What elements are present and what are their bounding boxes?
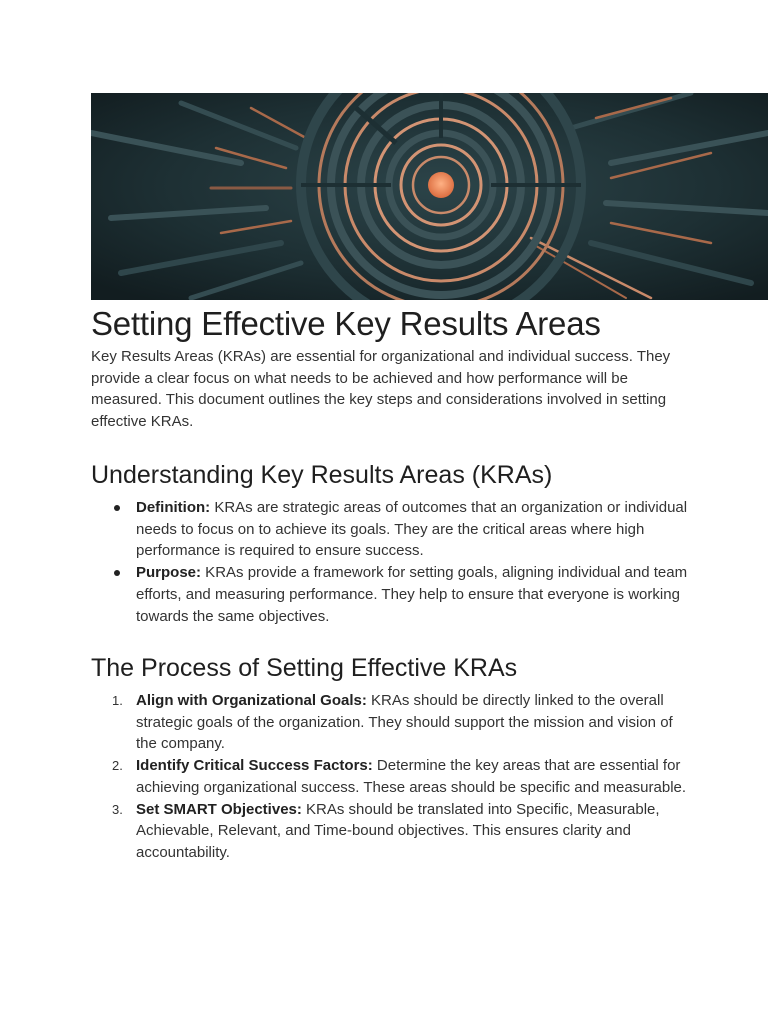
process-list — [91, 690, 691, 864]
list-item-term: Identify Critical Success Factors: — [136, 757, 373, 775]
list-item-term: Align with Organizational Goals: — [136, 692, 367, 709]
list-item-text: KRAs should be translated into Specific, Measurable, Achievable, Relevant, and Time-bound objectives. This ensures clarity and accountability. — [136, 800, 660, 861]
list-item-number: 2. — [112, 758, 123, 774]
list-item — [91, 562, 691, 627]
section-heading-process: The Process of Setting Effective KRAs — [91, 654, 518, 682]
list-item — [91, 799, 691, 864]
hero-image — [91, 93, 768, 300]
intro-paragraph: Key Results Areas (KRAs) are essential for organizational and individual success. They provide a clear focus on what needs to be achieved and how performance will be measured. This document outlines the key steps and considerations involved in setting effective KRAs. — [91, 348, 671, 431]
target-image — [91, 93, 768, 300]
list-item-text: KRAs should be directly linked to the overall strategic goals of the organization. They should support the mission and vision of the company. — [136, 692, 673, 753]
understanding-list — [91, 497, 691, 627]
bullet-icon — [114, 570, 120, 576]
list-item-text: KRAs are strategic areas of outcomes that an organization or individual needs to focus on to achieve its goals. They are the critical areas where high performance is required to ensure success. — [136, 499, 688, 560]
list-item — [91, 497, 691, 562]
list-item-term: Set SMART Objectives: — [136, 800, 302, 818]
list-item-term: Purpose: — [136, 564, 202, 582]
section-heading-understanding: Understanding Key Results Areas (KRAs) — [91, 461, 553, 489]
list-item-text: Determine the key areas that are essential for achieving organizational success. These areas should be specific and measurable. — [136, 757, 687, 796]
page-title: Setting Effective Key Results Areas — [91, 305, 601, 342]
list-item — [91, 755, 691, 798]
bullet-icon — [114, 505, 120, 511]
list-item-text: KRAs provide a framework for setting goals, aligning individual and team efforts, and measuring performance. They help to ensure that everyone is working towards the same objectives. — [136, 564, 688, 625]
list-item-term: Definition: — [136, 499, 211, 516]
list-item-number: 1. — [112, 693, 123, 708]
list-item-number: 3. — [112, 801, 123, 817]
list-item — [91, 690, 691, 755]
